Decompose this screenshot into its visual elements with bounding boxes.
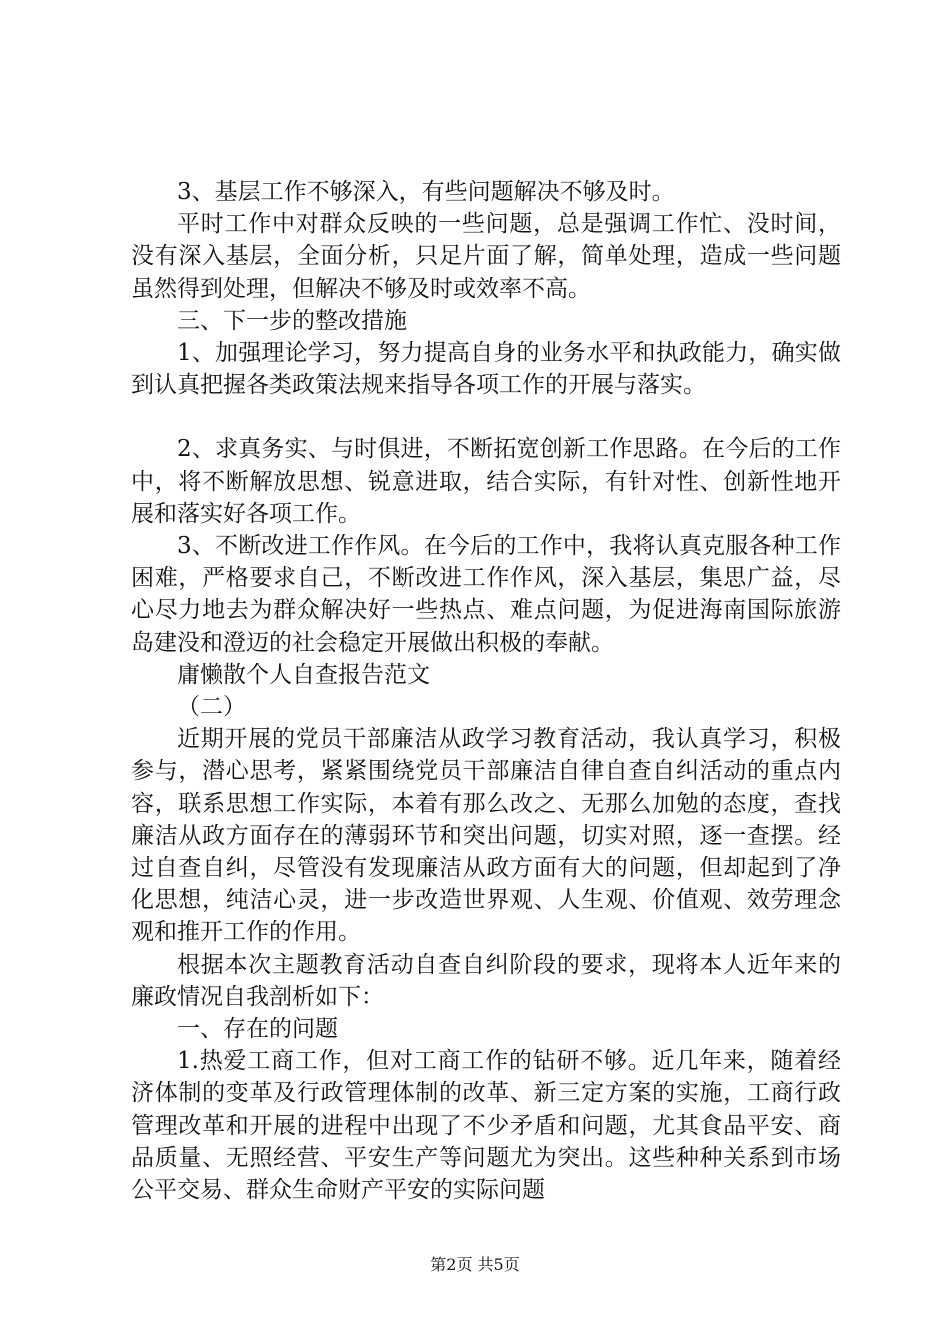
paragraph: 2、求真务实、与时俱进，不断拓宽创新工作思路。在今后的工作中，将不断解放思想、锐意进取，结合实际，有针对性、创新性地开展和落实好各项工作。 <box>131 436 841 527</box>
document-subtitle: （二） <box>177 694 246 721</box>
section-heading: 三、下一步的整改措施 <box>177 307 407 334</box>
paragraph: 1、加强理论学习，努力提高自身的业务水平和执政能力，确实做到认真把握各类政策法规来指导各项工作的开展与落实。 <box>131 340 841 399</box>
document-body <box>131 176 841 1206</box>
document-title: 庸懒散个人自查报告范文 <box>177 661 430 688</box>
paragraph: 3、不断改进工作作风。在今后的工作中，我将认真克服各种工作困难，严格要求自己，不断改进工作作风，深入基层，集思广益，尽心尽力地去为群众解决好一些热点、难点问题，为促进海南国际旅游岛建没和澄迈的社会稳定开展做出积极的奉献。 <box>131 533 841 656</box>
paragraph: 1.热爱工商工作，但对工商工作的钻研不够。近几年来，随着经济体制的变革及行政管理体制的改革、新三定方案的实施，工商行政管理改革和开展的进程中出现了不少矛盾和问题，尤其食品平安、商品质量、无照经营、平安生产等问题尤为突出。这些种种关系到市场公平交易、群众生命财产平安的实际问题 <box>131 1048 841 1204</box>
paragraph: 3、基层工作不够深入，有些问题解决不够及时。 <box>177 179 675 205</box>
paragraph: 根据本次主题教育活动自查自纠阶段的要求，现将本人近年来的廉政情况自我剖析如下： <box>131 951 841 1010</box>
section-heading: 一、存在的问题 <box>177 1016 338 1043</box>
paragraph: 平时工作中对群众反映的一些问题，总是强调工作忙、没时间，没有深入基层，全面分析，只足片面了解，简单处理，造成一些问题虽然得到处理，但解决不够及时或效率不高。 <box>131 211 841 302</box>
page-number-footer: 第2页 共5页 <box>430 1255 520 1274</box>
paragraph: 近期开展的党员干部廉洁从政学习教育活动，我认真学习，积极参与，潜心思考，紧紧围绕党员干部廉洁自律自查自纠活动的重点内容，联系思想工作实际，本着有那么改之、无那么加勉的态度，查找廉洁从政方面存在的薄弱环节和突出问题，切实对照，逐一查摆。经过自查自纠，尽管没有发现廉洁从政方面有大的问题，但却起到了净化思想，纯洁心灵，进一步改造世界观、人生观、价值观、效劳理念观和推开工作的作用。 <box>131 726 841 946</box>
